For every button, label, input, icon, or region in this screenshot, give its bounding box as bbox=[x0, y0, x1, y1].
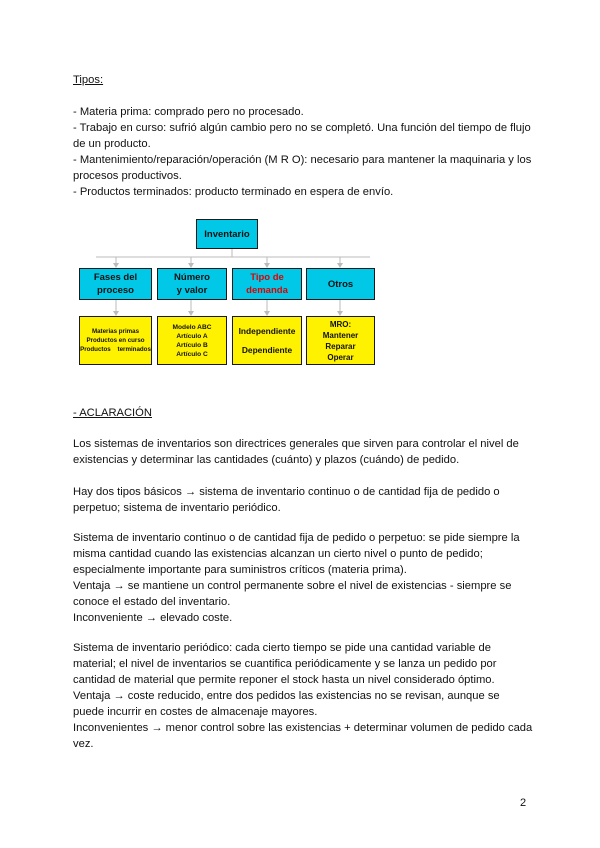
category-label: Número bbox=[174, 272, 210, 283]
inventory-root-box bbox=[196, 219, 258, 249]
category-box-otros bbox=[306, 268, 375, 300]
page-number: 2 bbox=[520, 797, 527, 809]
item-label: MRO: bbox=[329, 319, 352, 329]
items-box-tipo bbox=[232, 316, 302, 365]
paragraph: Inconveniente → elevado coste. bbox=[73, 612, 233, 624]
item-label: Artículo A bbox=[176, 332, 208, 340]
item-label: Productos terminados bbox=[80, 346, 151, 353]
aclaracion-heading: - ACLARACIÓN bbox=[73, 407, 152, 419]
paragraph: Sistema de inventario continuo o de cantidad fija de pedido o perpetuo: se pide siempre la misma cantidad cuando las existencias alcanzan un cierto nivel o punto de pedido; especialmente importante para suministros críticos (materia prima). bbox=[73, 532, 520, 576]
category-label: Tipo de bbox=[250, 272, 284, 283]
inventory-root-label: Inventario bbox=[204, 228, 250, 240]
category-label: y valor bbox=[176, 285, 208, 296]
item-label: Mantener bbox=[322, 330, 359, 340]
item-label: Independiente bbox=[238, 325, 296, 336]
paragraph: Ventaja → coste reducido, entre dos pedidos las existencias no se revisan, aunque se puede incurrir en costes de almacenaje mayores. bbox=[73, 690, 500, 718]
inventory-diagram bbox=[0, 0, 600, 380]
items-box-numero bbox=[157, 316, 227, 365]
item-label: Dependiente bbox=[241, 345, 293, 356]
paragraph: Sistema de inventario periódico: cada cierto tiempo se pide una cantidad variable de material; el nivel de inventarios se cuantifica periódicamente y se lanza un pedido por cantidad de material que permite reponer el stock hasta un nivel considerado óptimo. bbox=[73, 642, 497, 686]
item-label: Reparar bbox=[325, 341, 356, 351]
item-label: Modelo ABC bbox=[172, 323, 212, 331]
item-label: Materias primas bbox=[91, 328, 140, 335]
paragraph: Ventaja → se mantiene un control permanente sobre el nivel de existencias - siempre se conoce el estado del inventario. bbox=[73, 580, 512, 608]
paragraph: Hay dos tipos básicos → sistema de inventario continuo o de cantidad fija de pedido o perpetuo; sistema de inventario periódico. bbox=[73, 486, 500, 514]
category-box-tipo bbox=[232, 268, 302, 300]
items-box-otros bbox=[306, 316, 375, 365]
category-label: Fases del bbox=[93, 272, 138, 283]
category-label: Otros bbox=[327, 278, 354, 290]
tipos-heading: Tipos: bbox=[73, 74, 104, 86]
category-box-fases bbox=[79, 268, 152, 300]
item-label: Operar bbox=[327, 352, 354, 362]
item-label: Artículo C bbox=[176, 350, 208, 358]
tipos-item: - Materia prima: comprado pero no procesado. bbox=[73, 106, 304, 118]
items-box-fases bbox=[79, 316, 152, 365]
paragraph: Los sistemas de inventarios son directrices generales que sirven para controlar el nivel de existencias y determinar las cantidades (cuánto) y plazos (cuándo) de pedido. bbox=[73, 438, 519, 466]
category-label: proceso bbox=[97, 285, 134, 296]
tipos-item: - Mantenimiento/reparación/operación (M R O): necesario para mantener la maquinaria y los procesos productivos. bbox=[73, 154, 532, 182]
item-label: Artículo B bbox=[176, 341, 208, 349]
tipos-item: - Trabajo en curso: sufrió algún cambio pero no se completó. Una función del tiempo de flujo de un producto. bbox=[73, 122, 531, 150]
category-box-numero bbox=[157, 268, 227, 300]
paragraph: Inconvenientes → menor control sobre las existencias + determinar volumen de pedido cada vez. bbox=[73, 722, 533, 750]
tipos-item: - Productos terminados: producto terminado en espera de envío. bbox=[73, 186, 394, 198]
category-label: demanda bbox=[246, 285, 288, 296]
item-label: Productos en curso bbox=[86, 337, 145, 344]
